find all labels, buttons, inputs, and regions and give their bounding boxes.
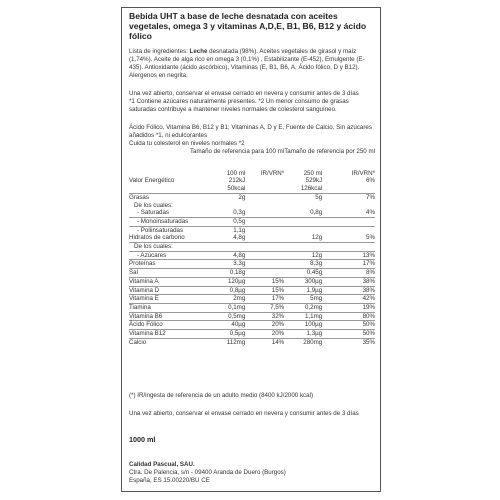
value-100ml: 0,5mg xyxy=(190,312,248,321)
table-row xyxy=(129,243,375,252)
ir-250ml: 50% xyxy=(322,330,375,339)
nutrient-name: Grasas xyxy=(129,193,149,201)
value-250ml: 0,45g xyxy=(284,269,322,278)
ir-100ml: 20% xyxy=(248,330,284,339)
value-100ml: 120µg xyxy=(190,277,248,286)
ir-250ml: 4% xyxy=(322,209,375,217)
table-row xyxy=(129,209,375,217)
ir-250ml: 6% xyxy=(366,177,375,185)
ir-250ml: 38% xyxy=(322,286,375,295)
value-100ml: 112mg xyxy=(226,338,246,346)
health-claims: Ácido Fólico, Vitamina B6, B12 y B1; Vitaminas A, D y E, Fuente de Calcio, Sin azúcares añadidos *1, ni edulcorantes xyxy=(129,124,372,139)
ir-100ml xyxy=(248,251,284,260)
value-250ml xyxy=(284,217,322,226)
nutrient-name: - Monoinsaturadas xyxy=(129,217,190,226)
value-100ml xyxy=(190,202,248,210)
value-100ml: 1,1g xyxy=(233,226,246,234)
table-row xyxy=(129,277,375,286)
value-100ml: 212kJ xyxy=(228,177,246,185)
ir-250ml: 19% xyxy=(322,303,375,312)
table-row xyxy=(129,321,375,330)
ir-100ml xyxy=(248,226,284,234)
nutrient-name xyxy=(129,185,190,193)
allergen-bold: Leche xyxy=(189,48,208,55)
ir-100ml xyxy=(248,260,284,269)
header-per-250ml: Tamaño de referencia por 250 ml xyxy=(284,148,375,155)
ir-250ml xyxy=(322,202,375,210)
ir-100ml xyxy=(248,185,284,193)
nutrient-name: Vitamina E xyxy=(129,295,190,304)
ir-250ml xyxy=(322,243,375,252)
nutrient-name: Valor Energético xyxy=(129,177,175,185)
nutrition-table xyxy=(129,148,375,346)
ir-250ml: 7% xyxy=(366,193,375,201)
table-row xyxy=(129,193,375,201)
table-row xyxy=(129,251,375,260)
nutrient-name: Sal xyxy=(129,269,190,278)
ir-250ml: 38% xyxy=(322,277,375,286)
value-250ml: 0,8g xyxy=(284,209,322,217)
nutrient-name: De los cuales: xyxy=(134,201,173,209)
nutrient-name: Calcio xyxy=(129,338,147,346)
ir-250ml xyxy=(322,217,375,226)
value-100ml: 50kcal xyxy=(190,185,248,193)
ir-100ml: 7,5% xyxy=(248,303,284,312)
value-250ml xyxy=(284,243,322,252)
ir-100ml: 15% xyxy=(248,277,284,286)
ir-250ml: 8% xyxy=(322,269,375,278)
value-100ml: 2mg xyxy=(190,295,248,304)
table-row xyxy=(129,286,375,295)
ir-250ml: 42% xyxy=(322,295,375,304)
value-100ml xyxy=(190,243,248,252)
value-250ml: 12g xyxy=(284,234,322,242)
value-250ml: 280mg xyxy=(303,338,323,346)
value-250ml: 1,1mg xyxy=(284,312,322,321)
ir-250ml: 17% xyxy=(322,260,375,269)
table-row xyxy=(129,177,375,185)
value-250ml: 1,3µg xyxy=(284,330,322,339)
company-name: Calidad Pascual, SAU. xyxy=(129,460,195,468)
ir-250ml xyxy=(322,185,375,193)
table-row xyxy=(129,338,375,346)
value-100ml: 0,3g xyxy=(190,209,248,217)
nutrient-name: Ácido Fólico xyxy=(129,321,190,330)
cholesterol-claim: Cuida tu colesterol en niveles normales *2 xyxy=(129,140,245,147)
table-row xyxy=(129,330,375,339)
ingredients-text xyxy=(129,48,375,80)
ir-100ml: 15% xyxy=(248,286,284,295)
ir-250ml: 50% xyxy=(322,321,375,330)
table-row xyxy=(129,234,375,242)
nutrient-name: Vitamina A xyxy=(129,277,190,286)
value-100ml: 4,8g xyxy=(190,234,248,242)
reference-intake-note: (*) IR/ingesta de referencia de un adulto medio (8400 kJ/2000 kcal) xyxy=(129,392,314,400)
nutrient-name: Proteínas xyxy=(129,260,190,269)
value-250ml xyxy=(284,202,322,210)
value-100ml: 0,1mg xyxy=(190,303,248,312)
ir-100ml: 14% xyxy=(271,338,285,346)
ir-250ml: 13% xyxy=(322,251,375,260)
value-250ml: 529kJ xyxy=(305,177,323,185)
value-100ml: 0,5g xyxy=(190,217,248,226)
value-250ml: 126kcal xyxy=(284,185,322,193)
ir-100ml: 17% xyxy=(248,295,284,304)
nutrient-name: Vitamina D xyxy=(129,286,190,295)
ir-100ml xyxy=(248,177,284,185)
ir-250ml: 5% xyxy=(322,234,375,242)
ir-100ml xyxy=(248,209,284,217)
value-250ml: 8,3g xyxy=(284,260,322,269)
ir-100ml: 32% xyxy=(248,312,284,321)
table-row xyxy=(129,269,375,278)
ir-100ml xyxy=(248,243,284,252)
ir-100ml xyxy=(248,202,284,210)
value-100ml: 2g xyxy=(238,193,246,201)
ir-250ml: 80% xyxy=(322,312,375,321)
table-row xyxy=(129,303,375,312)
ir-100ml xyxy=(248,193,284,201)
value-250ml: 5mg xyxy=(284,295,322,304)
value-250ml xyxy=(284,226,322,234)
storage-instructions-2: Una vez abierto, conservar el envase cerrado en nevera y consumir antes de 3 días xyxy=(129,410,359,418)
ingredients-label: Lista de ingredientes: xyxy=(129,48,190,55)
nutrition-label-panel xyxy=(121,7,381,492)
table-row xyxy=(129,260,375,269)
nutrient-name: - Poliinsaturadas xyxy=(137,226,184,234)
storage-instructions: Una vez abierto, conservar el envase cerrado en nevera y consumir antes de 3 días xyxy=(129,90,359,97)
footnotes: *1 Contiene azúcares naturalmente presentes. *2 Un menor consumo de grasas saturadas contribuye a mantener niveles normales de colesterol sanguíneo. xyxy=(129,98,349,113)
net-quantity: 1000 ml xyxy=(129,434,156,444)
nutrient-name: Vitamina B6 xyxy=(129,312,190,321)
ir-100ml xyxy=(248,269,284,278)
ir-250ml: 35% xyxy=(362,338,375,346)
company-address: Ctra. De Palencia, s/n - 09400 Aranda de Duero (Burgos) xyxy=(129,468,286,476)
table-row xyxy=(129,185,375,193)
ir-100ml: 20% xyxy=(248,321,284,330)
nutrient-name: - Azúcares xyxy=(129,251,190,260)
value-100ml: 0,18g xyxy=(190,269,248,278)
nutrient-name: De los cuales: xyxy=(129,243,190,252)
table-row xyxy=(129,226,375,234)
value-100ml: 0,5µg xyxy=(190,330,248,339)
table-row xyxy=(129,295,375,304)
ir-100ml xyxy=(248,234,284,242)
nutrient-name: - Saturadas xyxy=(129,209,190,217)
header-per-100ml: Tamaño de referencia para 100 ml xyxy=(189,148,285,155)
value-250ml: 100µg xyxy=(284,321,322,330)
nutrient-name: Hidratos de carbono xyxy=(129,234,190,242)
value-250ml: 12g xyxy=(284,251,322,260)
table-row xyxy=(129,217,375,226)
nutrient-name: Vitamina B12 xyxy=(129,330,190,339)
nutrient-name: Tiamina xyxy=(129,303,190,312)
value-250ml: 5g xyxy=(315,193,323,201)
table-subheader: 100 ml IR/VRN* 250 ml IR/VRN* xyxy=(226,169,375,177)
ir-100ml xyxy=(248,217,284,226)
value-250ml: 1,9µg xyxy=(284,286,322,295)
value-100ml: 0,8µg xyxy=(190,286,248,295)
ir-250ml xyxy=(322,226,375,234)
value-100ml: 4,8g xyxy=(190,251,248,260)
table-row xyxy=(129,202,375,210)
value-250ml: 300µg xyxy=(284,277,322,286)
product-title: Bebida UHT a base de leche desnatada con aceites vegetales, omega 3 y vitaminas A,D,E, B1, B6, B12 y ácido fólico xyxy=(129,11,367,41)
table-row xyxy=(129,312,375,321)
value-100ml: 40µg xyxy=(190,321,248,330)
value-100ml: 3,3g xyxy=(190,260,248,269)
ingredients-body: desnatada (98%). Aceites vegetales de girasol y maíz (1,74%). Aceite de alga rico en omega 3 (0,1%) , Estabilizante (E-452), Emulgente (E-435). Antioxidante (ácido ascórbico), Vitaminas (E, B1, B6, A, Ácido fólico, D y B12). Alergenos en negrita. xyxy=(129,48,365,79)
company-registration: España, ES 15.00220/BU CE xyxy=(129,476,210,484)
value-250ml: 0,2mg xyxy=(284,303,322,312)
